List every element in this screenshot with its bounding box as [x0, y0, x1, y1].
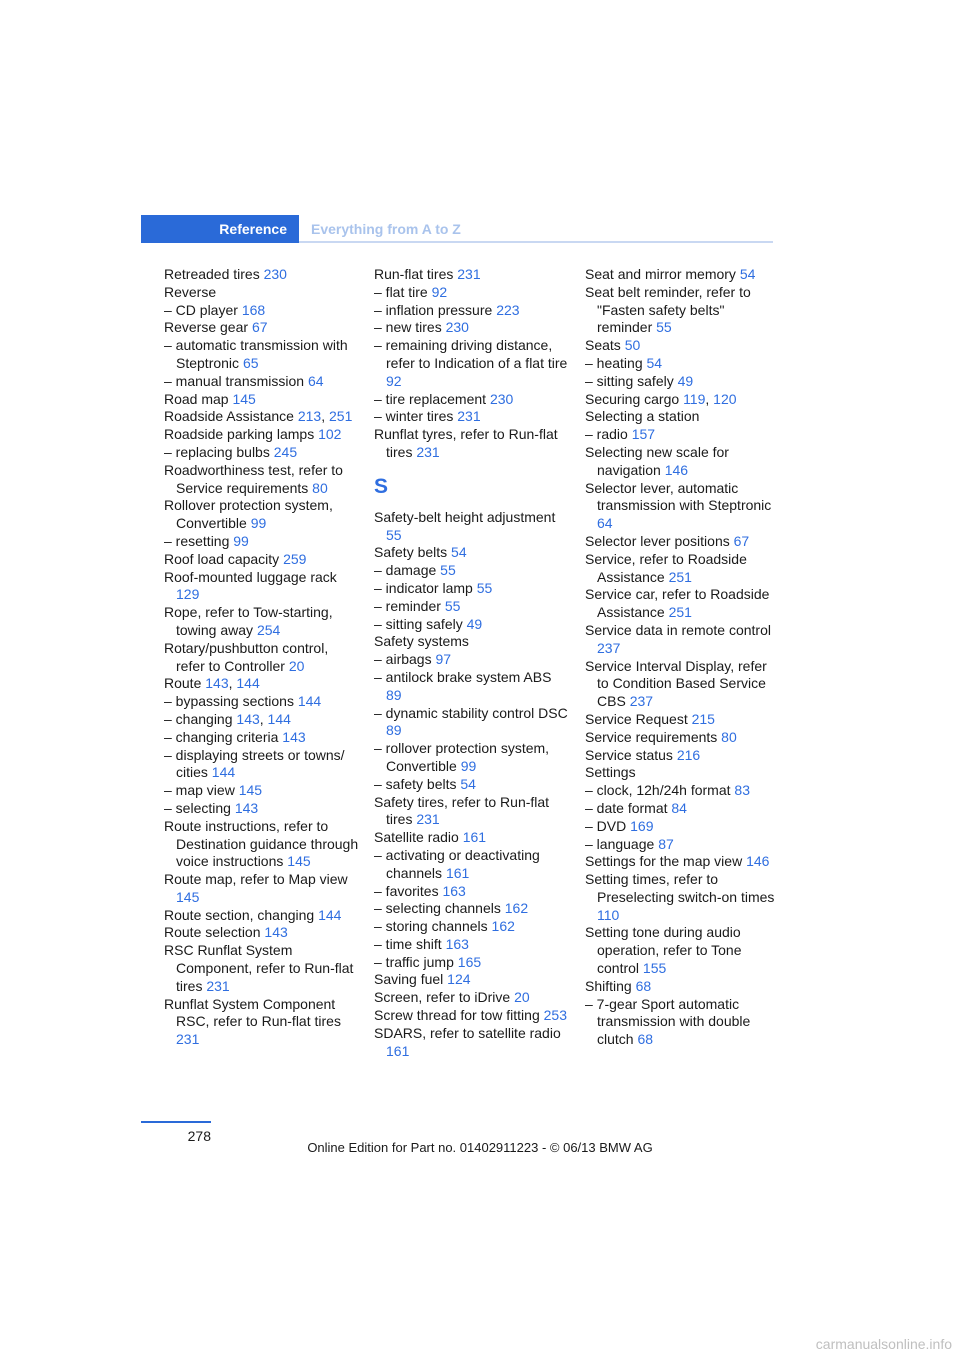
- index-term: – sitting safely: [585, 372, 678, 389]
- index-term: Service Request: [585, 710, 692, 727]
- page-reference-link[interactable]: 168: [241, 301, 266, 318]
- index-entry: [374, 391, 570, 409]
- index-entry: [164, 319, 360, 337]
- index-term: – automatic transmission with Steptronic: [164, 337, 348, 371]
- index-term: – favorites: [374, 882, 443, 899]
- index-entry: [585, 818, 781, 836]
- page-reference-link[interactable]: 251: [668, 604, 692, 621]
- page-reference-link[interactable]: 129: [176, 586, 200, 603]
- page-reference-link[interactable]: 163: [442, 882, 466, 899]
- index-entry: [164, 391, 360, 409]
- index-entry: [164, 337, 360, 373]
- index-term: Rope, refer to Tow-starting, towing away: [164, 604, 333, 638]
- index-entry: [164, 907, 360, 925]
- index-entry: [164, 996, 360, 1049]
- page-reference-link[interactable]: 161: [445, 864, 470, 881]
- index-entry: [585, 284, 781, 337]
- index-term: Safety-belt height adjustment: [374, 508, 556, 525]
- page-reference-link[interactable]: 20: [288, 657, 305, 674]
- page-reference-link[interactable]: 245: [273, 443, 298, 460]
- index-term: – storing channels: [374, 918, 492, 935]
- page-reference-link[interactable]: 237: [629, 693, 654, 710]
- index-term: Seat and mirror memory: [585, 266, 740, 282]
- index-term: – manual transmission: [164, 372, 308, 389]
- index-entry: [374, 616, 570, 634]
- index-term: Safety belts: [374, 544, 452, 561]
- index-entry: [164, 266, 360, 284]
- section-letter: S: [374, 474, 389, 498]
- index-entry: [585, 871, 781, 924]
- index-term: Rollover protection system, Convertible: [164, 497, 333, 532]
- page-reference-link[interactable]: 251: [668, 568, 692, 585]
- index-entry: [585, 622, 781, 658]
- index-entry: [164, 729, 360, 747]
- page-reference-link[interactable]: 145: [232, 390, 256, 407]
- page-reference-link[interactable]: 143: [236, 710, 260, 727]
- page-reference-link[interactable]: 251: [329, 408, 353, 425]
- index-term: Roadworthiness test, refer to Service requirements: [164, 461, 343, 496]
- index-term: Service status: [585, 746, 677, 763]
- index-entry: [374, 829, 570, 847]
- index-term: – sitting safely: [374, 615, 467, 632]
- edition-note: Online Edition for Part no. 01402911223 - © 06/13 BMW AG: [307, 1140, 653, 1155]
- page-reference-link[interactable]: 161: [386, 1042, 410, 1059]
- page-reference-link[interactable]: 146: [664, 461, 689, 478]
- index-entry: [585, 800, 781, 818]
- index-term: – antilock brake system ABS: [374, 668, 552, 685]
- index-term: – map view: [164, 782, 239, 799]
- index-term: – DVD: [585, 817, 631, 834]
- index-term: – winter tires: [374, 408, 458, 425]
- index-term: Road map: [164, 390, 233, 407]
- page-reference-link[interactable]: 99: [233, 532, 249, 549]
- index-entry: [164, 675, 360, 693]
- index-term: Roadside Assistance: [164, 408, 298, 425]
- index-entry: [585, 711, 781, 729]
- page-reference-link[interactable]: 102: [318, 426, 342, 443]
- footer-rule: [141, 1121, 211, 1123]
- page-reference-link[interactable]: 55: [656, 319, 672, 336]
- index-term: – time shift: [374, 935, 446, 952]
- index-term: – damage: [374, 562, 441, 579]
- index-entry: [164, 533, 360, 551]
- index-entry: [374, 580, 570, 598]
- index-term: – safety belts: [374, 775, 461, 792]
- page-reference-link[interactable]: 231: [416, 443, 440, 460]
- index-term: Route map, refer to Map view: [164, 871, 348, 888]
- index-term: Service requirements: [585, 728, 722, 745]
- index-entry: [374, 302, 570, 320]
- index-column-2: [374, 266, 570, 1060]
- index-term: Saving fuel: [374, 971, 448, 988]
- page-reference-link[interactable]: 254: [256, 621, 281, 638]
- index-entry: [164, 462, 360, 498]
- index-entry: [585, 658, 781, 711]
- index-entry: [164, 818, 360, 871]
- page-reference-link[interactable]: 144: [318, 906, 342, 923]
- page-reference-link[interactable]: 231: [457, 266, 481, 282]
- index-term: – reminder: [374, 597, 445, 614]
- page-reference-link[interactable]: 145: [176, 888, 200, 905]
- index-term: Selector lever, automatic transmission with Steptronic: [585, 479, 772, 514]
- index-term: – date format: [585, 799, 672, 816]
- index-term: Runflat System Component RSC, refer to Run-flat tires: [164, 995, 341, 1030]
- index-term: – activating or deactivating channels: [374, 846, 540, 881]
- index-term: Retreaded tires: [164, 266, 264, 282]
- index-term: – indicator lamp: [374, 579, 477, 596]
- index-entry: [374, 883, 570, 901]
- index-entry: [374, 598, 570, 616]
- page-reference-link[interactable]: 120: [713, 390, 737, 407]
- index-entry: [164, 800, 360, 818]
- page-reference-link[interactable]: 80: [721, 728, 737, 745]
- index-term: RSC Runflat System Component, refer to Run-flat tires: [164, 942, 354, 994]
- index-entry: [374, 509, 570, 545]
- index-term: Route instructions, refer to Destination guidance through voice instructions: [164, 817, 359, 870]
- page-reference-link[interactable]: 230: [445, 319, 469, 336]
- page-reference-link[interactable]: 65: [242, 354, 259, 371]
- index-term: Reverse gear: [164, 319, 252, 336]
- index-term: – remaining driving distance, refer to Indication of a flat tire: [374, 337, 568, 371]
- index-entry: [374, 740, 570, 776]
- index-entry: [585, 533, 781, 551]
- index-entry: [164, 711, 360, 729]
- index-entry: [374, 669, 570, 705]
- index-entry: [585, 586, 781, 622]
- index-term: Reverse: [164, 283, 217, 300]
- index-term: Route section, changing: [164, 906, 319, 923]
- header-title: Everything from A to Z: [311, 221, 461, 237]
- page-reference-link[interactable]: 55: [476, 579, 493, 596]
- page-reference-link[interactable]: 162: [504, 900, 529, 917]
- index-term: – replacing bulbs: [164, 443, 274, 460]
- page-reference-link[interactable]: 20: [514, 989, 530, 1006]
- index-entry: [164, 426, 360, 444]
- page-reference-link[interactable]: 230: [263, 266, 287, 282]
- page-reference-link[interactable]: 162: [491, 918, 515, 935]
- index-entry: [585, 373, 781, 391]
- index-entry: [164, 693, 360, 711]
- index-term: Setting times, refer to Preselecting switch-on times: [585, 871, 775, 905]
- index-term: – changing criteria: [164, 728, 283, 745]
- index-entry: [374, 954, 570, 972]
- index-entry: [164, 497, 360, 533]
- page-reference-link[interactable]: 161: [462, 829, 487, 846]
- page-reference-link[interactable]: 157: [631, 426, 656, 443]
- index-entry: [585, 729, 781, 747]
- index-term: – heating: [585, 354, 647, 371]
- index-entry: [374, 918, 570, 936]
- page-reference-link[interactable]: 143: [205, 675, 229, 692]
- page-reference-link[interactable]: 99: [250, 515, 267, 532]
- index-entry: [585, 747, 781, 765]
- index-term: Service Interval Display, refer to Condition Based Service CBS: [585, 657, 767, 710]
- page-header: [141, 215, 773, 243]
- index-term: Selecting new scale for navigation: [585, 443, 729, 478]
- index-term: Service car, refer to Roadside Assistance: [585, 586, 770, 621]
- page-reference-link[interactable]: 92: [431, 283, 448, 300]
- index-entry: [164, 569, 360, 605]
- index-entry: [164, 604, 360, 640]
- page-reference-link[interactable]: 54: [739, 266, 756, 282]
- index-column-1: [164, 266, 360, 1049]
- index-term: Roadside parking lamps: [164, 426, 319, 443]
- page-reference-link[interactable]: 169: [630, 817, 654, 834]
- index-term: – dynamic stability control DSC: [374, 704, 568, 721]
- page-number: 278: [187, 1128, 211, 1144]
- page-reference-link[interactable]: 55: [386, 526, 402, 543]
- page-reference-link[interactable]: 213: [297, 408, 322, 425]
- page-reference-link[interactable]: 231: [176, 1031, 200, 1048]
- index-term: – radio: [585, 426, 632, 443]
- page-reference-link[interactable]: 144: [211, 764, 236, 781]
- page-reference-link[interactable]: 92: [386, 372, 402, 389]
- page-reference-link[interactable]: 124: [447, 971, 471, 988]
- index-entry: [585, 551, 781, 587]
- index-term: Route selection: [164, 924, 265, 941]
- index-entry: [164, 640, 360, 676]
- index-term: – displaying streets or towns/ cities: [164, 746, 345, 781]
- index-entry: [374, 1007, 570, 1025]
- index-term: Screw thread for tow fitting: [374, 1007, 544, 1024]
- index-term: – airbags: [374, 651, 436, 668]
- index-entry: [585, 426, 781, 444]
- page-reference-link[interactable]: 143: [234, 799, 259, 816]
- index-term: Runflat tyres, refer to Run-flat tires: [374, 426, 558, 460]
- page-reference-link[interactable]: 165: [457, 953, 482, 970]
- index-entry: [585, 408, 781, 426]
- page-reference-link[interactable]: 155: [642, 960, 667, 977]
- page-reference-link[interactable]: 87: [658, 835, 674, 852]
- index-term: Settings: [585, 764, 636, 781]
- index-term: Safety systems: [374, 633, 469, 650]
- index-term: – selecting channels: [374, 900, 505, 917]
- index-term: – tire replacement: [374, 390, 490, 407]
- index-term: – new tires: [374, 319, 446, 336]
- page-reference-link[interactable]: 143: [264, 924, 288, 941]
- index-term: Seats: [585, 337, 625, 354]
- index-entry: [164, 924, 360, 942]
- index-term: Selector lever positions: [585, 532, 734, 549]
- page-reference-link[interactable]: 54: [451, 544, 467, 561]
- page-reference-link[interactable]: 49: [677, 372, 694, 389]
- index-entry: [164, 871, 360, 907]
- index-term: Selecting a station: [585, 408, 700, 425]
- index-entry: [585, 996, 781, 1049]
- page-reference-link[interactable]: 54: [646, 354, 663, 371]
- index-term: Seat belt reminder, refer to "Fasten safety belts" reminder: [585, 283, 751, 336]
- page-reference-link[interactable]: 231: [206, 977, 230, 994]
- page-reference-link[interactable]: 55: [444, 597, 461, 614]
- index-term: Setting tone during audio operation, refer to Tone control: [585, 924, 742, 977]
- page-reference-link[interactable]: 68: [637, 1031, 654, 1048]
- page-reference-link[interactable]: 84: [671, 799, 687, 816]
- ref-separator: ,: [228, 675, 237, 692]
- index-term: Service data in remote control: [585, 621, 771, 638]
- index-entry: [164, 408, 360, 426]
- index-term: – clock, 12h/24h format: [585, 782, 735, 799]
- page-reference-link[interactable]: 64: [307, 372, 324, 389]
- index-entry: [585, 266, 781, 284]
- index-term: Satellite radio: [374, 829, 463, 846]
- index-entry: [585, 978, 781, 996]
- index-entry: [374, 426, 570, 462]
- header-rule: [299, 241, 773, 243]
- index-term: Route: [164, 675, 206, 692]
- page-reference-link[interactable]: 55: [440, 562, 456, 579]
- index-entry: [164, 444, 360, 462]
- index-entry: [374, 337, 570, 390]
- index-entry: [374, 633, 570, 651]
- index-term: Safety tires, refer to Run-flat tires: [374, 793, 550, 828]
- page-reference-link[interactable]: 83: [734, 782, 750, 799]
- page-reference-link[interactable]: 67: [251, 319, 268, 336]
- page-reference-link[interactable]: 89: [386, 686, 402, 703]
- page-reference-link[interactable]: 145: [238, 782, 263, 799]
- index-entry: [164, 747, 360, 783]
- page-reference-link[interactable]: 231: [457, 408, 481, 425]
- page-reference-link[interactable]: 64: [597, 515, 613, 532]
- ref-separator: ,: [321, 408, 329, 425]
- index-term: Screen, refer to iDrive: [374, 989, 515, 1006]
- index-entry: [374, 651, 570, 669]
- index-term: Shifting: [585, 977, 636, 994]
- page-reference-link[interactable]: 99: [460, 757, 477, 774]
- page-reference-link[interactable]: 89: [386, 722, 402, 739]
- index-term: – rollover protection system, Convertible: [374, 740, 550, 774]
- page-reference-link[interactable]: 54: [460, 775, 476, 792]
- index-entry: [374, 408, 570, 426]
- index-entry: [585, 444, 781, 480]
- index-term: Securing cargo: [585, 390, 684, 407]
- page-reference-link[interactable]: 67: [733, 532, 750, 549]
- page-reference-link[interactable]: 144: [297, 693, 322, 710]
- index-term: – CD player: [164, 301, 242, 318]
- index-entry: [374, 776, 570, 794]
- page-reference-link[interactable]: 253: [543, 1007, 567, 1024]
- index-term: – bypassing sections: [164, 693, 298, 710]
- index-entry: [585, 853, 781, 871]
- page-reference-link[interactable]: 144: [236, 675, 260, 692]
- index-term: Run-flat tires: [374, 266, 458, 282]
- index-term: Roof-mounted luggage rack: [164, 568, 337, 585]
- page-reference-link[interactable]: 50: [624, 337, 641, 354]
- index-entry: [374, 319, 570, 337]
- index-entry: [164, 782, 360, 800]
- index-entry: [374, 989, 570, 1007]
- index-entry: [164, 284, 360, 302]
- watermark: carmanualsonline.info: [815, 1336, 952, 1352]
- page-reference-link[interactable]: 163: [445, 935, 469, 952]
- page-reference-link[interactable]: 223: [496, 301, 520, 318]
- page-reference-link[interactable]: 259: [283, 550, 307, 567]
- index-entry: [164, 942, 360, 995]
- page-reference-link[interactable]: 215: [691, 710, 715, 727]
- page-reference-link[interactable]: 110: [597, 906, 620, 923]
- index-entry: [374, 1025, 570, 1061]
- page-reference-link[interactable]: 97: [435, 651, 452, 668]
- index-entry: [164, 302, 360, 320]
- page-reference-link[interactable]: 80: [312, 479, 328, 496]
- page-reference-link[interactable]: 144: [267, 710, 291, 727]
- page-reference-link[interactable]: 119: [683, 390, 706, 407]
- index-entry: [374, 936, 570, 954]
- page-reference-link[interactable]: 216: [676, 746, 701, 763]
- page-reference-link[interactable]: 68: [635, 977, 652, 994]
- index-term: Roof load capacity: [164, 550, 284, 567]
- ref-separator: ,: [705, 390, 714, 407]
- index-term: Settings for the map view: [585, 853, 747, 870]
- index-term: – traffic jump: [374, 953, 458, 970]
- ref-separator: ,: [259, 710, 268, 727]
- page-reference-link[interactable]: 146: [746, 853, 770, 870]
- index-entry: [374, 847, 570, 883]
- index-entry: [164, 551, 360, 569]
- index-entry: [374, 284, 570, 302]
- index-entry: [374, 562, 570, 580]
- index-term: – selecting: [164, 799, 235, 816]
- index-entry: [585, 836, 781, 854]
- index-term: – language: [585, 835, 659, 852]
- index-term: – changing: [164, 710, 237, 727]
- index-entry: [585, 391, 781, 409]
- index-entry: [374, 705, 570, 741]
- index-entry: [585, 480, 781, 533]
- page-reference-link[interactable]: 145: [287, 853, 311, 870]
- index-entry: [374, 794, 570, 830]
- index-term: – flat tire: [374, 283, 432, 300]
- index-term: SDARS, refer to satellite radio: [374, 1024, 561, 1041]
- index-entry: [585, 764, 781, 782]
- index-term: – inflation pressure: [374, 301, 497, 318]
- index-term: Rotary/pushbutton control, refer to Controller: [164, 639, 329, 674]
- page-reference-link[interactable]: 231: [416, 811, 440, 828]
- index-term: – 7-gear Sport automatic transmission with double clutch: [585, 995, 751, 1048]
- index-entry: [585, 337, 781, 355]
- index-entry: [374, 900, 570, 918]
- page-reference-link[interactable]: 49: [466, 615, 483, 632]
- index-term: Service, refer to Roadside Assistance: [585, 550, 747, 585]
- index-entry: [374, 266, 570, 284]
- page-reference-link[interactable]: 237: [597, 639, 621, 656]
- index-entry: [374, 544, 570, 562]
- index-column-3: [585, 266, 781, 1049]
- index-entry: [374, 971, 570, 989]
- index-entry: [585, 924, 781, 977]
- index-term: – resetting: [164, 532, 234, 549]
- page-reference-link[interactable]: 230: [489, 390, 514, 407]
- index-entry: [164, 373, 360, 391]
- section-tab: Reference: [141, 215, 299, 243]
- page-reference-link[interactable]: 143: [282, 728, 306, 745]
- index-entry: [585, 355, 781, 373]
- index-entry: [585, 782, 781, 800]
